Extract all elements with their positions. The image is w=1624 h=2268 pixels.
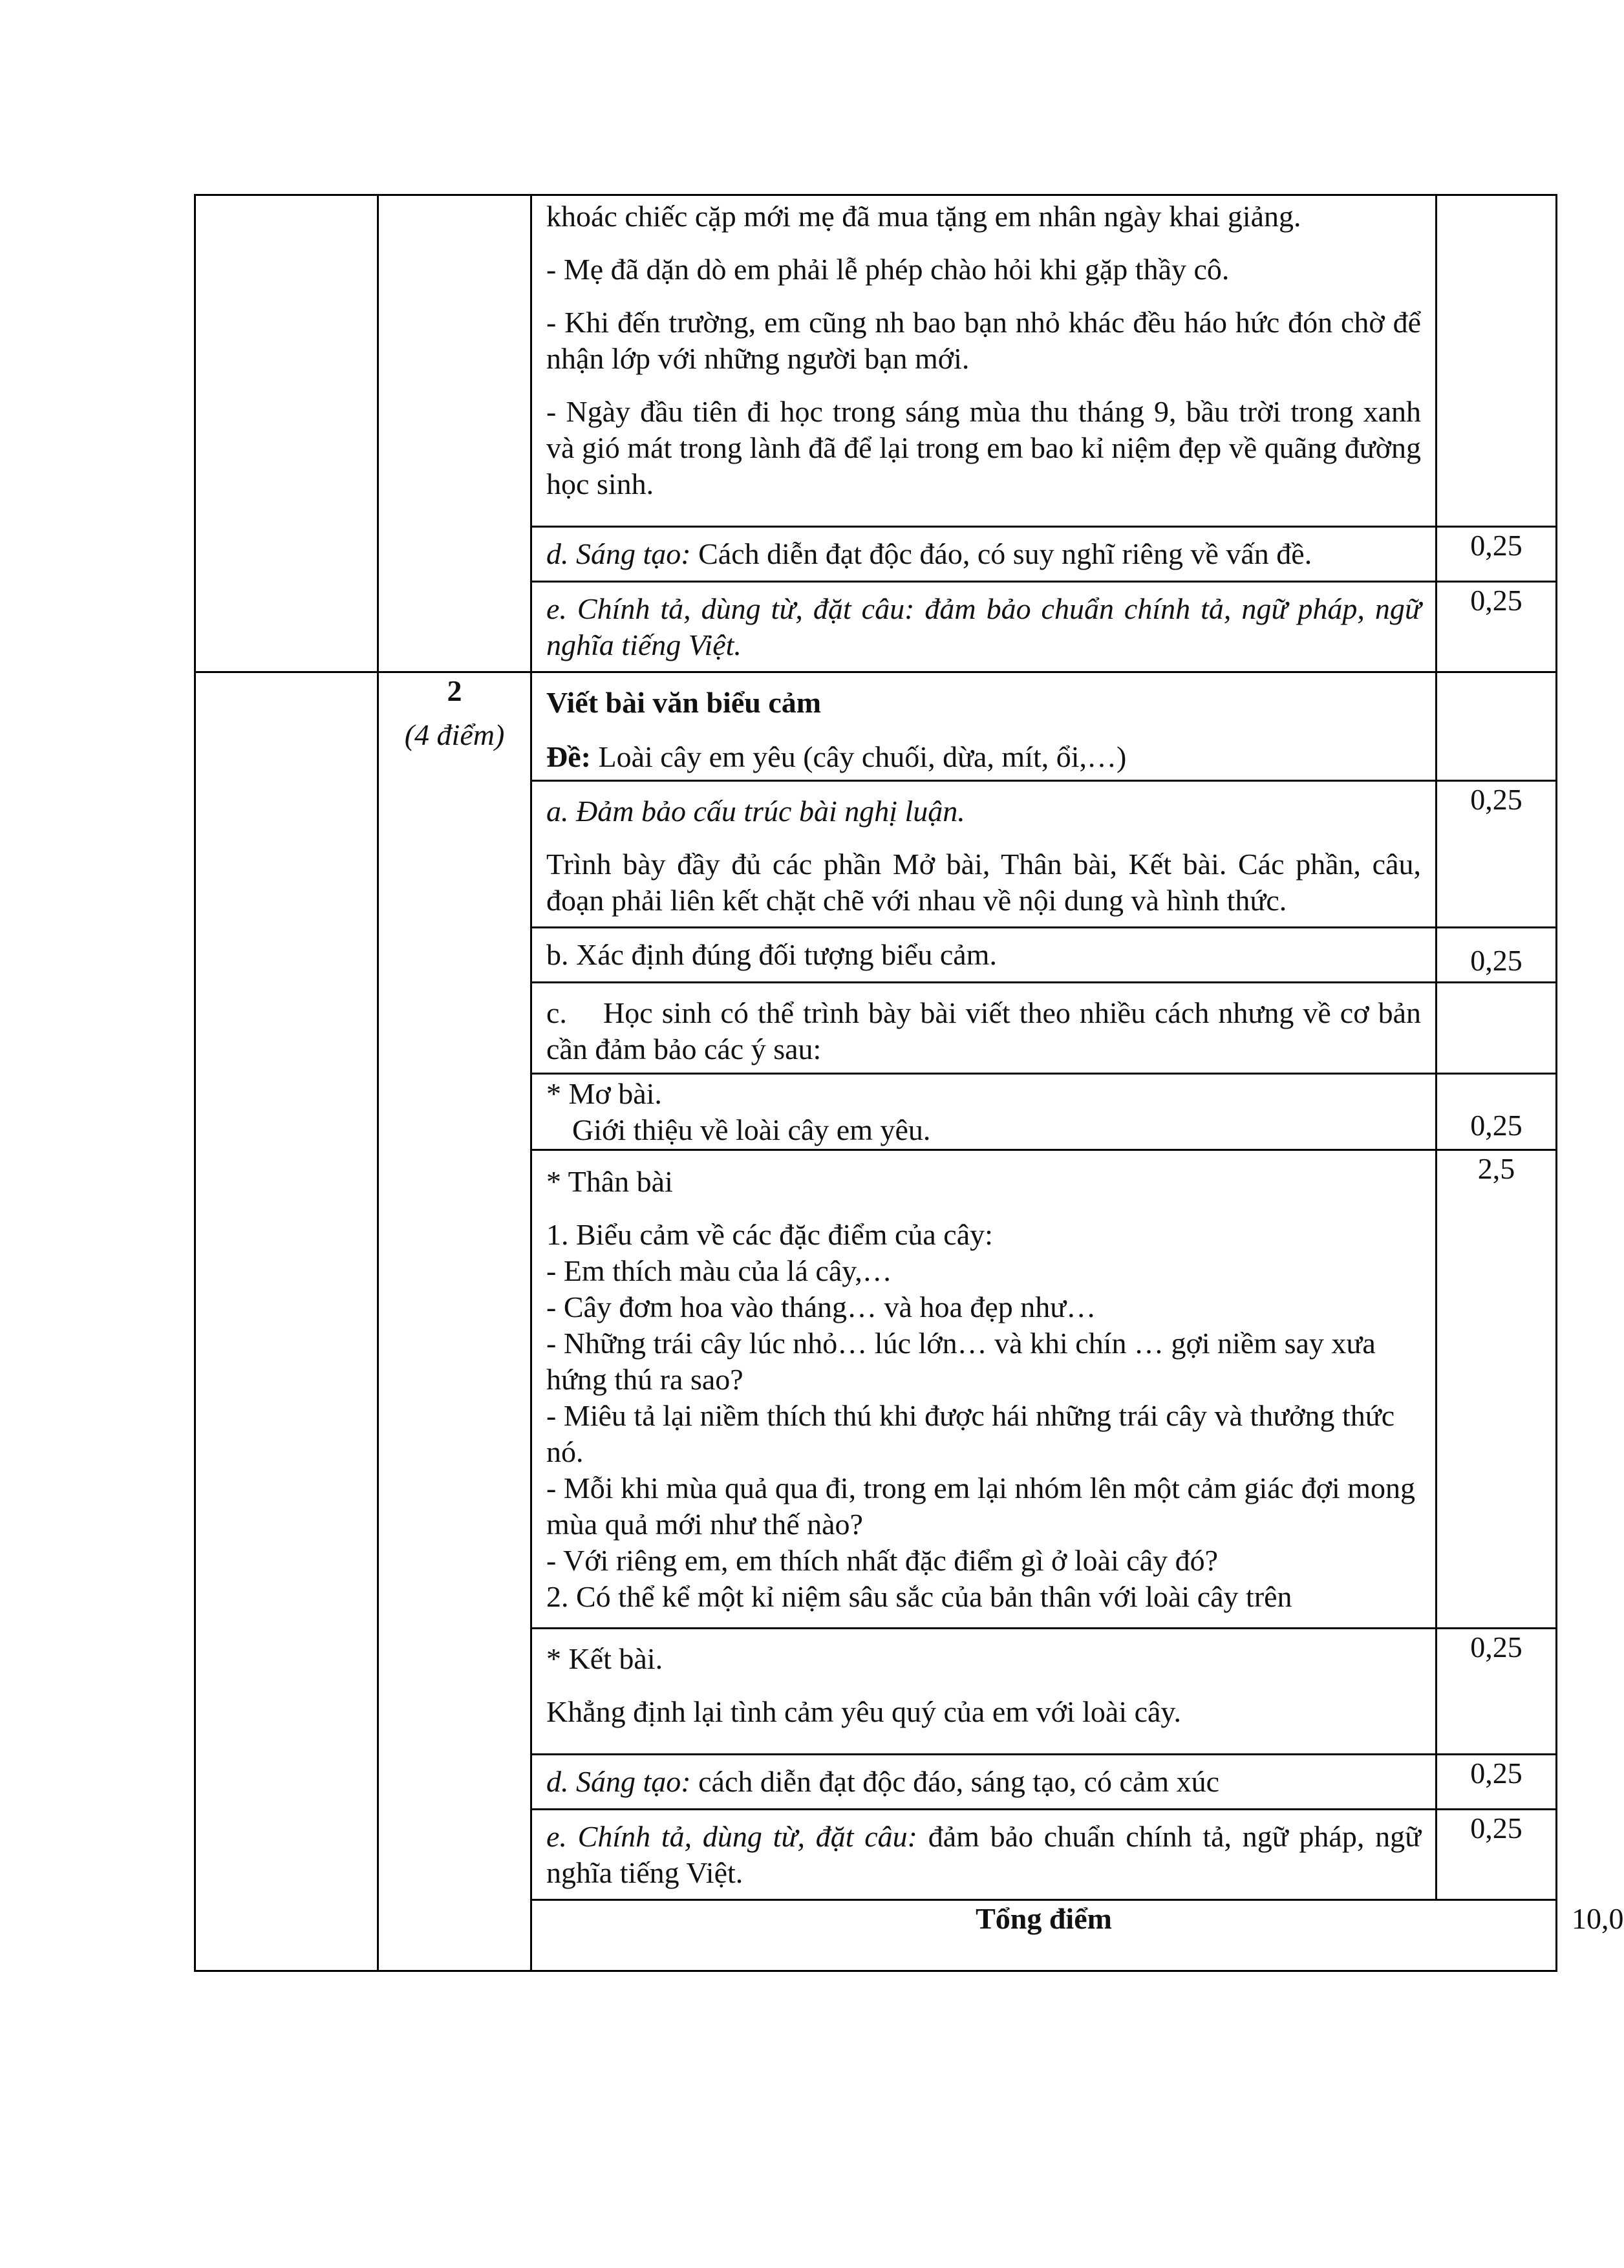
s2-c-content: c. Học sinh có thể trình bày bài viết theo nhiều cách nhưng về cơ bản cần đảm bảo các ý sau: bbox=[531, 983, 1437, 1074]
s2-d-content bbox=[531, 1755, 1437, 1810]
than-bai-line: - Em thích màu của lá cây,… bbox=[546, 1254, 892, 1287]
than-bai-heading: * Thân bài bbox=[546, 1165, 673, 1198]
s1-e-score: 0,25 bbox=[1437, 582, 1557, 672]
s1-c-row bbox=[195, 195, 1557, 527]
total-row: Tổng điểm 10,0 bbox=[195, 1900, 1557, 1971]
prompt-label: Đề: bbox=[546, 740, 591, 773]
s2-mo-bai-content bbox=[531, 1074, 1437, 1150]
s2-d-label: d. Sáng tạo: bbox=[546, 1765, 691, 1798]
s2-mo-bai-score: 0,25 bbox=[1437, 1074, 1557, 1150]
than-bai-line: 2. Có thể kể một kỉ niệm sâu sắc của bản thân với loài cây trên bbox=[546, 1580, 1292, 1613]
mo-bai-text: Giới thiệu về loài cây em yêu. bbox=[572, 1113, 931, 1146]
s2-than-bai-score: 2,5 bbox=[1437, 1150, 1557, 1629]
s1-c-content bbox=[531, 195, 1437, 527]
s2-e-content bbox=[531, 1810, 1437, 1900]
s2-e-score: 0,25 bbox=[1437, 1810, 1557, 1900]
s2-b-score: 0,25 bbox=[1437, 928, 1557, 983]
part-cell-2 bbox=[195, 672, 378, 1971]
s1-d-text: Cách diễn đạt độc đáo, có suy nghĩ riêng về vấn đề. bbox=[690, 537, 1312, 570]
s1-d-score: 0,25 bbox=[1437, 527, 1557, 582]
s2-d-text: cách diễn đạt độc đáo, sáng tạo, có cảm xúc bbox=[690, 1765, 1220, 1798]
s2-d-score: 0,25 bbox=[1437, 1755, 1557, 1810]
s2-ket-bai-content bbox=[531, 1629, 1437, 1755]
question-cell-1 bbox=[378, 195, 531, 672]
ket-bai-text: Khẳng định lại tình cảm yêu quý của em với loài cây. bbox=[546, 1695, 1181, 1728]
s1-d-label: d. Sáng tạo: bbox=[546, 537, 691, 570]
prompt-text: Loài cây em yêu (cây chuối, dừa, mít, ổi,…) bbox=[590, 740, 1127, 773]
than-bai-line: - Với riêng em, em thích nhất đặc điểm gì ở loài cây đó? bbox=[546, 1544, 1219, 1577]
s2-title-score bbox=[1437, 672, 1557, 781]
s2-b-content: b. Xác định đúng đối tượng biểu cảm. bbox=[531, 928, 1437, 983]
s2-a-text: Trình bày đầy đủ các phần Mở bài, Thân bài, Kết bài. Các phần, câu, đoạn phải liên kết chặt chẽ với nhau về nội dung và hình thức. bbox=[546, 848, 1421, 917]
than-bai-line: 1. Biểu cảm về các đặc điểm của cây: bbox=[546, 1218, 993, 1251]
part-cell bbox=[195, 195, 378, 672]
s2-title-content bbox=[531, 672, 1437, 781]
s2-title-row bbox=[195, 672, 1557, 781]
than-bai-line: - Mỗi khi mùa quả qua đi, trong em lại nhóm lên một cảm giác đợi mong mùa quả mới như thế nào? bbox=[546, 1471, 1416, 1541]
question-cell-2 bbox=[378, 672, 531, 1971]
than-bai-line: - Cây đơm hoa vào tháng… và hoa đẹp như… bbox=[546, 1290, 1096, 1323]
ket-bai-heading: * Kết bài. bbox=[546, 1642, 663, 1675]
grading-rubric-table bbox=[194, 194, 1624, 1972]
s2-a-content bbox=[531, 781, 1437, 928]
essay-prompt bbox=[546, 739, 1421, 775]
s2-a-label: a. Đảm bảo cấu trúc bài nghị luận. bbox=[546, 795, 965, 828]
s2-ket-bai-score: 0,25 bbox=[1437, 1629, 1557, 1755]
s1-e-content: e. Chính tả, dùng từ, đặt câu: đảm bảo chuẩn chính tả, ngữ pháp, ngữ nghĩa tiếng Việt. bbox=[531, 582, 1437, 672]
s2-e-label: e. Chính tả, dùng từ, đặt câu: bbox=[546, 1819, 917, 1853]
question-points: (4 điểm) bbox=[404, 718, 505, 751]
s2-than-bai-content bbox=[531, 1150, 1437, 1629]
s1-c-line: - Khi đến trường, em cũng nh bao bạn nhỏ khác đều háo hức đón chờ để nhận lớp với những người bạn mới. bbox=[546, 306, 1421, 375]
s1-c-line: - Mẹ đã dặn dò em phải lễ phép chào hỏi khi gặp thầy cô. bbox=[546, 253, 1230, 286]
s2-e-text: đảm bảo chuẩn chính tả, ngữ pháp, ngữ nghĩa tiếng Việt. bbox=[546, 1819, 1422, 1889]
mo-bai-heading: * Mơ bài. bbox=[546, 1077, 662, 1110]
s2-c-score bbox=[1437, 983, 1557, 1074]
s1-c-line: - Ngày đầu tiên đi học trong sáng mùa thu tháng 9, bầu trời trong xanh và gió mát trong lành đã để lại trong em bao kỉ niệm đẹp về quãng đường học sinh. bbox=[546, 395, 1421, 500]
question-number: 2 bbox=[447, 674, 462, 707]
s1-c-score bbox=[1437, 195, 1557, 527]
than-bai-line: - Những trái cây lúc nhỏ… lúc lớn… và khi chín … gợi niềm say xưa hứng thú ra sao? bbox=[546, 1327, 1376, 1396]
total-label: Tổng điểm bbox=[531, 1900, 1557, 1971]
s1-d-content bbox=[531, 527, 1437, 582]
s2-a-score: 0,25 bbox=[1437, 781, 1557, 928]
essay-title: Viết bài văn biểu cảm bbox=[546, 686, 822, 719]
s1-c-line: khoác chiếc cặp mới mẹ đã mua tặng em nhân ngày khai giảng. bbox=[546, 200, 1301, 233]
than-bai-line: - Miêu tả lại niềm thích thú khi được hái những trái cây và thưởng thức nó. bbox=[546, 1399, 1395, 1468]
